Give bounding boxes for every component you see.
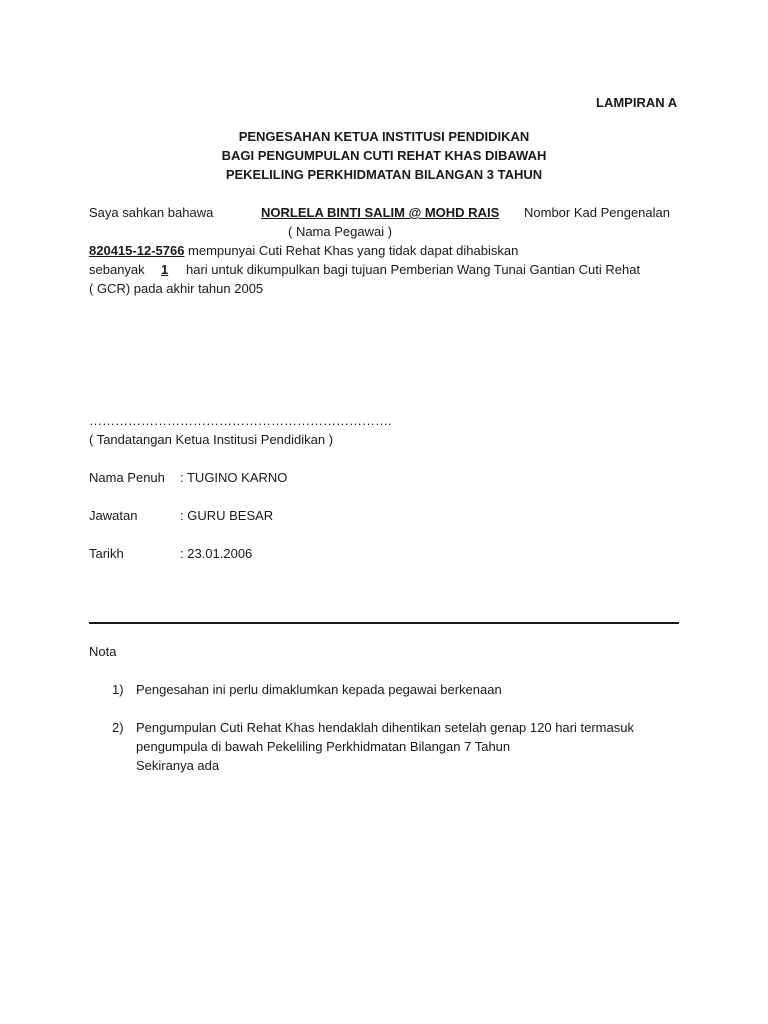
lampiran-label: LAMPIRAN A	[596, 95, 678, 110]
ic-line	[89, 243, 518, 259]
signature-caption: ( Tandatangan Ketua Institusi Pendidikan )	[89, 432, 334, 447]
intro-text: Saya sahkan bahawa	[89, 205, 214, 220]
ic-number: 820415-12-5766	[89, 243, 185, 258]
days-count: 1	[161, 262, 169, 277]
employee-name: NORLELA BINTI SALIM @ MOHD RAIS	[261, 205, 500, 220]
note-2-number: 2)	[112, 720, 124, 735]
field-label-jawatan: Jawatan	[89, 508, 138, 523]
divider-rule	[89, 622, 679, 624]
field-value-nama-penuh: : TUGINO KARNO	[180, 470, 288, 485]
notes-heading: Nota	[89, 644, 117, 659]
ic-line-rest: mempunyai Cuti Rehat Khas yang tidak dapat dihabiskan	[188, 243, 519, 258]
note-2-line-2: pengumpula di bawah Pekeliling Perkhidmatan Bilangan 7 Tahun	[136, 739, 511, 754]
field-label-nama-penuh: Nama Penuh	[89, 470, 165, 485]
days-line-rest: hari untuk dikumpulkan bagi tujuan Pemberian Wang Tunai Gantian Cuti Rehat	[186, 262, 641, 277]
title-line-2: BAGI PENGUMPULAN CUTI REHAT KHAS DIBAWAH	[221, 148, 547, 163]
title-line-3: PEKELILING PERKHIDMATAN BILANGAN 3 TAHUN	[225, 167, 543, 182]
ic-label: Nombor Kad Pengenalan	[524, 205, 670, 220]
note-2-line-1: Pengumpulan Cuti Rehat Khas hendaklah dihentikan setelah genap 120 hari termasuk	[136, 720, 634, 735]
name-caption: ( Nama Pegawai )	[288, 224, 393, 239]
field-value-tarikh: : 23.01.2006	[180, 546, 253, 561]
note-2-line-3: Sekiranya ada	[136, 758, 220, 773]
title-line-1: PENGESAHAN KETUA INSTITUSI PENDIDIKAN	[238, 129, 530, 144]
note-1-text: Pengesahan ini perlu dimaklumkan kepada pegawai berkenaan	[136, 682, 502, 697]
sebanyak-text: sebanyak	[89, 262, 145, 277]
signature-line: …………………………………………………………….	[89, 413, 392, 428]
field-value-jawatan: : GURU BESAR	[180, 508, 274, 523]
note-1-number: 1)	[112, 682, 124, 697]
field-label-tarikh: Tarikh	[89, 546, 124, 561]
gcr-line: ( GCR) pada akhir tahun 2005	[89, 281, 264, 296]
